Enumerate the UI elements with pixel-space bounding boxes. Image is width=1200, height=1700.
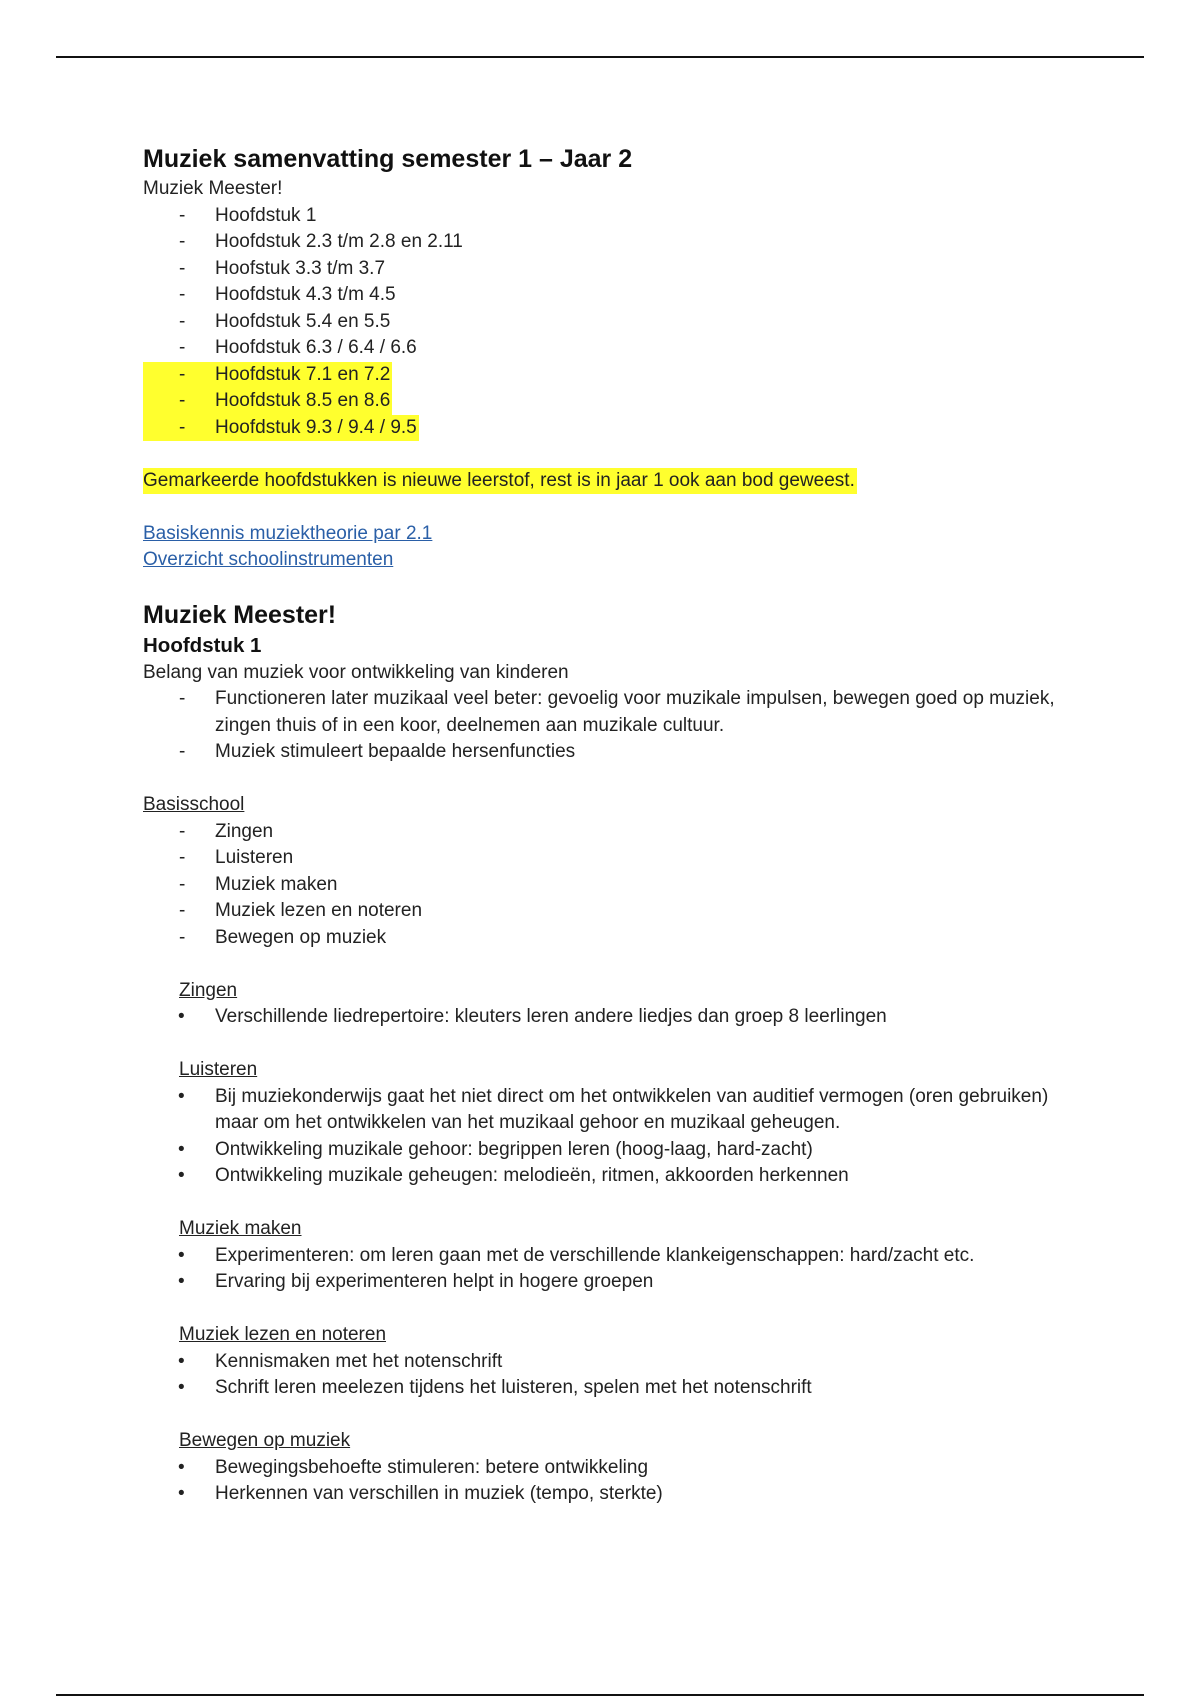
intro-item: - Functioneren later muzikaal veel beter: gevoelig voor muzikale impulsen, bewegen goed op muziek, zingen thuis of in een koor, deelnemen aan muzikale cultuur. [143,686,1083,739]
link-schoolinstrumenten[interactable]: Overzicht schoolinstrumenten [143,549,394,570]
topic-heading-bewegen: Bewegen op muziek [179,1430,351,1451]
topic-list-muziek-maken [143,1243,1083,1296]
topic-item: • Kennismaken met het notenschrift [143,1349,1083,1376]
intro-item: - Muziek stimuleert bepaalde hersenfuncties [143,739,1083,766]
chapter-item: - Hoofstuk 3.3 t/m 3.7 [143,256,1083,283]
basisschool-heading: Basisschool [143,794,245,815]
topic-list-luisteren [143,1084,1083,1190]
basisschool-item: - Muziek maken [143,872,1083,899]
section-title: Muziek Meester! [143,600,337,629]
topic-heading-muziek-maken: Muziek maken [179,1218,302,1239]
topic-heading-lezen-noteren: Muziek lezen en noteren [179,1324,387,1345]
topic-item: • Ontwikkeling muzikale gehoor: begrippen leren (hoog-laag, hard-zacht) [143,1137,1083,1164]
topic-item: • Ervaring bij experimenteren helpt in hogere groepen [143,1269,1083,1296]
topic-item: • Bewegingsbehoefte stimuleren: betere ontwikkeling [143,1455,1083,1482]
chapter-item: - Hoofdstuk 4.3 t/m 4.5 [143,282,1083,309]
book-name: Muziek Meester! [143,178,283,199]
chapter-list [143,203,1083,442]
topic-list-bewegen [143,1455,1083,1508]
topic-heading-luisteren: Luisteren [179,1059,258,1080]
chapter-item: - Hoofdstuk 1 [143,203,1083,230]
highlight-note: Gemarkeerde hoofdstukken is nieuwe leerstof, rest is in jaar 1 ook aan bod geweest. [143,468,857,495]
topic-item: • Ontwikkeling muzikale geheugen: melodieën, ritmen, akkoorden herkennen [143,1163,1083,1190]
topic-list-zingen [143,1004,1083,1031]
chapter-item: - Hoofdstuk 5.4 en 5.5 [143,309,1083,336]
intro-text: Belang van muziek voor ontwikkeling van kinderen [143,661,569,683]
topic-item: • Bij muziekonderwijs gaat het niet direct om het ontwikkelen van auditief vermogen (oren gebruiken) maar om het ontwikkelen van het muzikaal gehoor en muzikaal geheugen. [143,1084,1083,1137]
basisschool-item: - Muziek lezen en noteren [143,898,1083,925]
topic-list-lezen-noteren [143,1349,1083,1402]
intro-list [143,686,1083,766]
header-rule [56,56,1144,58]
document-body [143,142,1083,1508]
chapter-item-highlighted: - Hoofdstuk 7.1 en 7.2 [143,362,392,389]
basisschool-list [143,819,1083,952]
topic-item: • Schrift leren meelezen tijdens het luisteren, spelen met het notenschrift [143,1375,1083,1402]
basisschool-item: - Bewegen op muziek [143,925,1083,952]
topic-heading-zingen: Zingen [179,979,238,1001]
basisschool-item: - Zingen [143,819,1083,846]
link-basiskennis[interactable]: Basiskennis muziektheorie par 2.1 [143,522,433,544]
chapter-item: - Hoofdstuk 2.3 t/m 2.8 en 2.11 [143,229,1083,256]
topic-item: • Herkennen van verschillen in muziek (tempo, sterkte) [143,1481,1083,1508]
topic-item: • Verschillende liedrepertoire: kleuters leren andere liedjes dan groep 8 leerlingen [143,1004,1083,1031]
chapter-item: - Hoofdstuk 6.3 / 6.4 / 6.6 [143,335,1083,362]
document-title: Muziek samenvatting semester 1 – Jaar 2 [143,145,633,173]
chapter-title: Hoofdstuk 1 [143,633,262,657]
chapter-item-highlighted: - Hoofdstuk 8.5 en 8.6 [143,388,392,415]
footer-rule [56,1694,1144,1696]
chapter-item-highlighted: - Hoofdstuk 9.3 / 9.4 / 9.5 [143,415,419,442]
basisschool-item: - Luisteren [143,845,1083,872]
topic-item: • Experimenteren: om leren gaan met de verschillende klankeigenschappen: hard/zacht etc. [143,1243,1083,1270]
